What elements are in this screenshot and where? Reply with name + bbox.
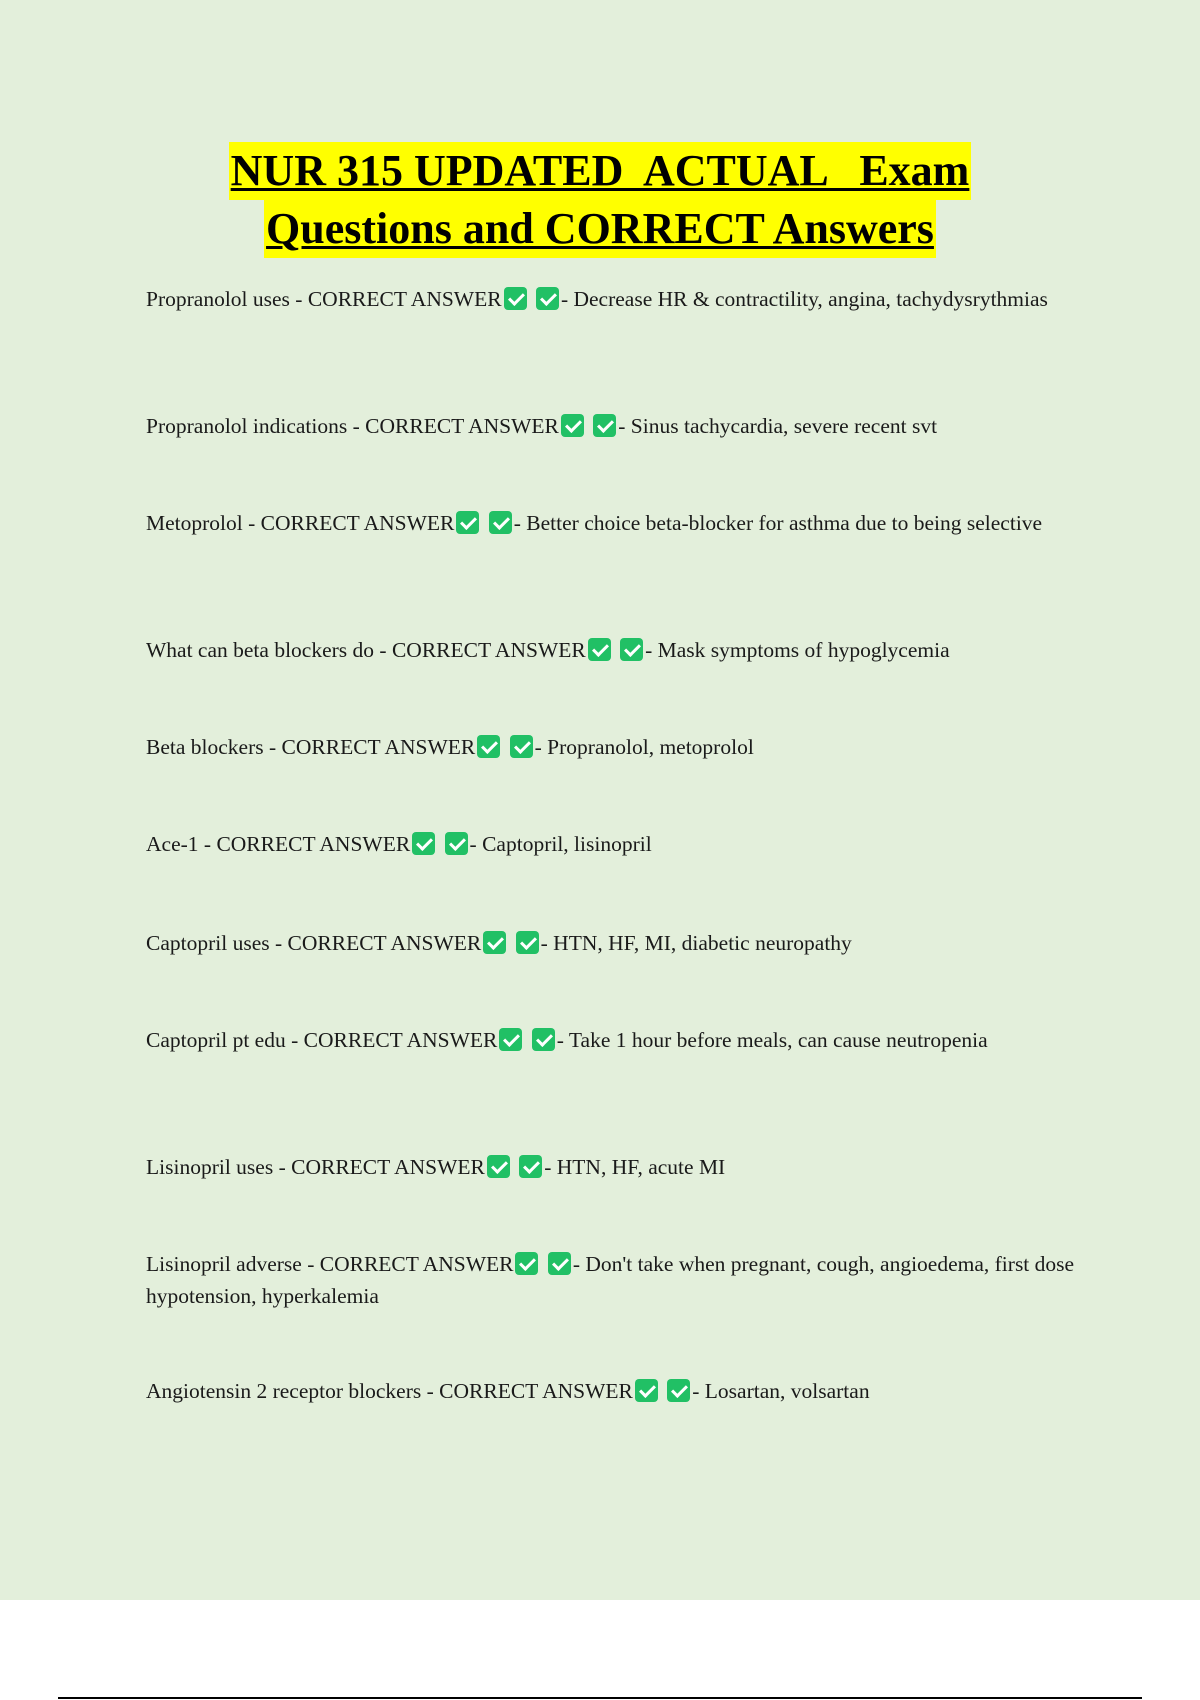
answer-text: - Captopril, lisinopril <box>469 832 652 856</box>
question-text: Captopril pt edu <box>146 1028 286 1052</box>
check-mark-icon <box>504 287 527 310</box>
answer-marker: - CORRECT ANSWER <box>275 931 482 955</box>
answer-marker: - CORRECT ANSWER <box>426 1379 633 1403</box>
answer-text: - Don't take when pregnant, cough, angioedema, first dose hypotension, hyperkalemia <box>146 1252 1075 1308</box>
title-line-1: NUR 315 UPDATED ACTUAL Exam <box>229 142 972 200</box>
qa-item <box>146 283 1076 315</box>
check-mark-icon <box>561 414 584 437</box>
title-line-2: Questions and CORRECT Answers <box>264 200 936 258</box>
check-mark-icon <box>519 1155 542 1178</box>
question-text: What can beta blockers do <box>146 638 375 662</box>
check-mark-icon <box>536 287 559 310</box>
qa-item <box>146 410 1076 442</box>
check-mark-icon <box>477 735 500 758</box>
qa-item <box>146 828 1076 860</box>
check-mark-icon <box>532 1028 555 1051</box>
answer-text: - Take 1 hour before meals, can cause neutropenia <box>556 1028 988 1052</box>
answer-text: - Better choice beta-blocker for asthma due to being selective <box>513 511 1043 535</box>
check-mark-icon <box>588 638 611 661</box>
qa-item <box>146 1248 1076 1312</box>
question-text: Lisinopril adverse <box>146 1252 302 1276</box>
answer-text: - Mask symptoms of hypoglycemia <box>645 638 950 662</box>
qa-item <box>146 731 1076 763</box>
question-text: Captopril uses <box>146 931 270 955</box>
check-mark-icon <box>620 638 643 661</box>
answer-text: - Sinus tachycardia, severe recent svt <box>618 414 938 438</box>
check-mark-icon <box>489 511 512 534</box>
check-mark-icon <box>487 1155 510 1178</box>
answer-text: - HTN, HF, acute MI <box>544 1155 726 1179</box>
check-mark-icon <box>667 1379 690 1402</box>
check-mark-icon <box>635 1379 658 1402</box>
check-mark-icon <box>515 1252 538 1275</box>
question-text: Angiotensin 2 receptor blockers <box>146 1379 422 1403</box>
answer-marker: - CORRECT ANSWER <box>295 287 502 311</box>
check-mark-icon <box>499 1028 522 1051</box>
answer-marker: - CORRECT ANSWER <box>307 1252 514 1276</box>
qa-item <box>146 634 1076 666</box>
answer-marker: - CORRECT ANSWER <box>352 414 559 438</box>
qa-item <box>146 1151 1076 1183</box>
qa-item <box>146 1375 1076 1407</box>
question-text: Lisinopril uses <box>146 1155 274 1179</box>
footer-divider <box>58 1697 1142 1699</box>
answer-marker: - CORRECT ANSWER <box>278 1155 485 1179</box>
answer-marker: - CORRECT ANSWER <box>269 735 476 759</box>
check-mark-icon <box>412 832 435 855</box>
question-text: Propranolol uses <box>146 287 290 311</box>
check-mark-icon <box>445 832 468 855</box>
qa-item <box>146 1024 1076 1056</box>
check-mark-icon <box>483 931 506 954</box>
answer-marker: - CORRECT ANSWER <box>291 1028 498 1052</box>
question-text: Propranolol indications <box>146 414 348 438</box>
check-mark-icon <box>516 931 539 954</box>
answer-text: - HTN, HF, MI, diabetic neuropathy <box>540 931 852 955</box>
check-mark-icon <box>593 414 616 437</box>
check-mark-icon <box>548 1252 571 1275</box>
answer-marker: - CORRECT ANSWER <box>203 832 411 856</box>
answer-text: - Losartan, volsartan <box>692 1379 870 1403</box>
answer-text: - Decrease HR & contractility, angina, tachydysrythmias <box>560 287 1048 311</box>
question-text: Beta blockers <box>146 735 264 759</box>
answer-text: - Propranolol, metoprolol <box>534 735 754 759</box>
question-text: Ace-1 <box>146 832 199 856</box>
qa-item <box>146 507 1076 539</box>
answer-marker: - CORRECT ANSWER <box>248 511 455 535</box>
document-title <box>0 142 1200 258</box>
qa-item <box>146 927 1076 959</box>
answer-marker: - CORRECT ANSWER <box>379 638 586 662</box>
check-mark-icon <box>510 735 533 758</box>
question-text: Metoprolol <box>146 511 243 535</box>
check-mark-icon <box>456 511 479 534</box>
